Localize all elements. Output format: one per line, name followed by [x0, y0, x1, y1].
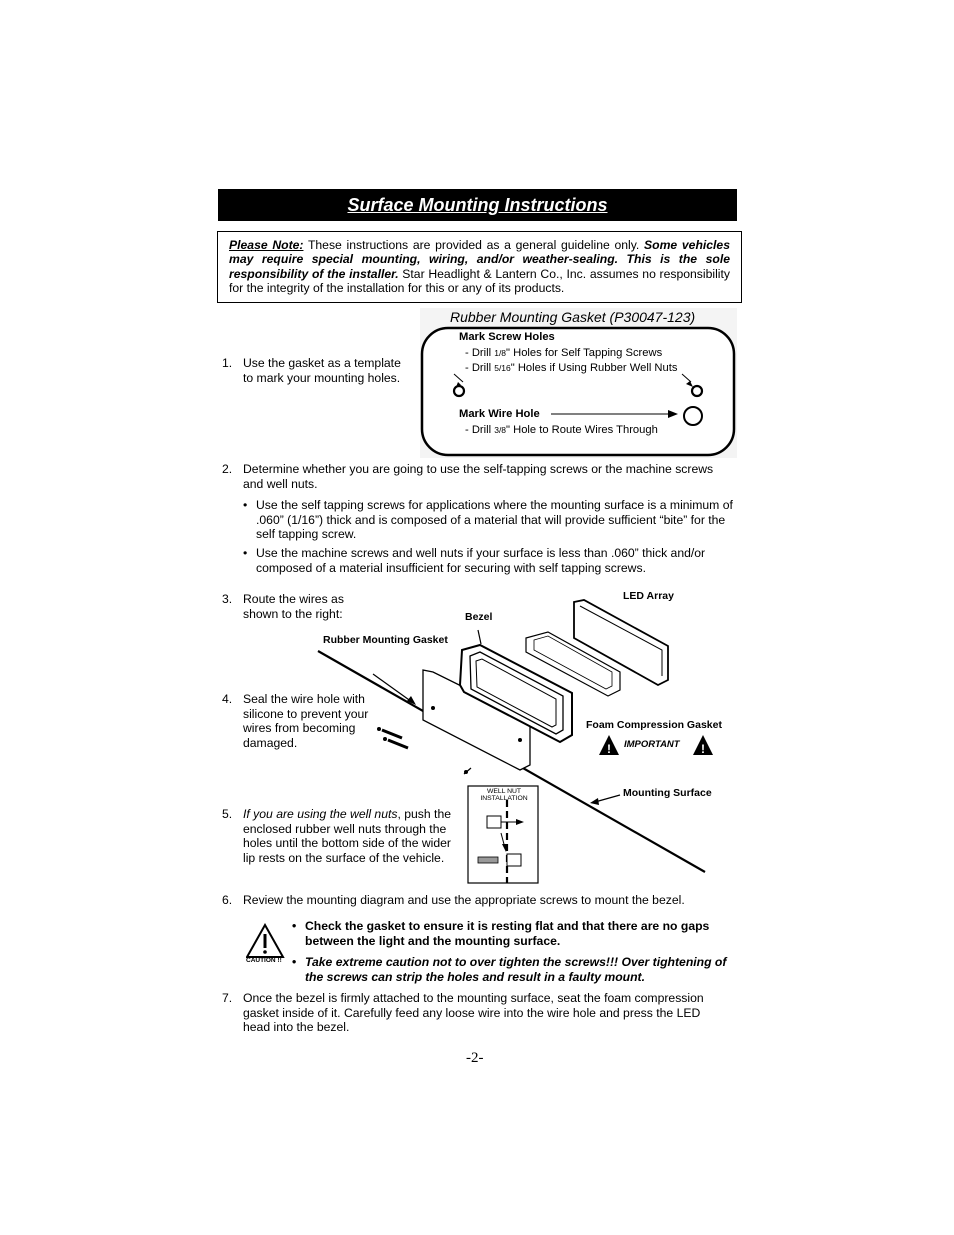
- gasket-diagram-title: Rubber Mounting Gasket (P30047-123): [450, 309, 696, 325]
- screw-line-1: - Drill 1/8" Holes for Self Tapping Screws: [465, 347, 663, 359]
- step-2-number: 2.: [222, 462, 233, 476]
- step-7-text: Once the bezel is firmly attached to the mounting surface, seat the foam compression gasket inside of it. Carefully feed any loose wire into the wire hole and press the LED head into the bezel.: [243, 991, 704, 1035]
- foam-compression-gasket-label: Foam Compression Gasket: [586, 719, 722, 731]
- step-3-number: 3.: [222, 592, 233, 606]
- rubber-mounting-gasket-label: Rubber Mounting Gasket: [323, 634, 448, 646]
- svg-text:!: !: [607, 742, 611, 756]
- step-6-number: 6.: [222, 893, 233, 907]
- note-bold-text: Some vehicles may require special mounting, wiring, and/or weather-sealing. This is the sole responsibility of the installer.: [229, 238, 730, 281]
- step-5-text: If you are using the well nuts, push the enclosed rubber well nuts through the holes until the bottom side of the wider lip rests on the surface of the vehicle.: [243, 807, 451, 865]
- page-number: -2-: [466, 1050, 484, 1066]
- screw-2: [388, 740, 408, 748]
- caution-label: CAUTION !!: [246, 957, 282, 964]
- step-4-text: Seal the wire hole with silicone to prevent your wires from becoming damaged.: [243, 692, 369, 750]
- please-note-box: [217, 231, 742, 303]
- mounting-surface-label: Mounting Surface: [623, 787, 712, 799]
- step-3-text: Route the wires as shown to the right:: [243, 592, 344, 621]
- step-2-bullet-1: • Use the self tapping screws for applications where the mounting surface is a minimum of .060” (1/16”) thick and is composed of a material that will provide sufficient “bite” for the self tapping screw.: [243, 498, 733, 542]
- screw-line-2: - Drill 5/16" Holes if Using Rubber Well Nuts: [465, 362, 678, 374]
- svg-text:!: !: [701, 742, 705, 756]
- step-2-bullet-2: • Use the machine screws and well nuts if your surface is less than .060” thick and/or composed of a material insufficient for securing with self tapping screws.: [243, 546, 706, 575]
- step-2-text: Determine whether you are going to use the self-tapping screws or the machine screws and well nuts.: [243, 462, 714, 491]
- led-array-label: LED Array: [623, 590, 674, 602]
- well-nut-title: WELL NUT INSTALLATION: [480, 788, 528, 802]
- gasket-diagram: [420, 308, 737, 458]
- please-note-label: Please Note:: [229, 238, 304, 252]
- screw-1: [382, 730, 402, 738]
- bezel-label: Bezel: [465, 611, 493, 623]
- step-5-number: 5.: [222, 807, 233, 821]
- step-6-text: Review the mounting diagram and use the appropriate screws to mount the bezel.: [243, 893, 685, 907]
- note-text-2: Star Headlight & Lantern Co., Inc. assumes no responsibility for the integrity of the installation for this or any of its products.: [229, 266, 730, 296]
- important-label: IMPORTANT: [624, 739, 680, 750]
- step-7-number: 7.: [222, 991, 233, 1005]
- wire-line: - Drill 3/8" Hole to Route Wires Through: [465, 424, 658, 436]
- step-4-number: 4.: [222, 692, 233, 706]
- step-1-text: Use the gasket as a template to mark your mounting holes.: [243, 356, 401, 385]
- mark-wire-hole-heading: Mark Wire Hole: [459, 408, 540, 420]
- note-text-1: These instructions are provided as a general guideline only.: [303, 238, 644, 252]
- mark-screw-holes-heading: Mark Screw Holes: [459, 331, 555, 343]
- caution-bullet-2: • Take extreme caution not to over tighten the screws!!! Over tightening of the screws can strip the holes and result in a faulty mount.: [292, 955, 727, 984]
- caution-bullet-1: • Check the gasket to ensure it is resting flat and that there are no gaps between the light and the mounting surface.: [292, 919, 710, 948]
- step-1-number: 1.: [222, 356, 233, 370]
- page-title: Surface Mounting Instructions: [218, 189, 737, 221]
